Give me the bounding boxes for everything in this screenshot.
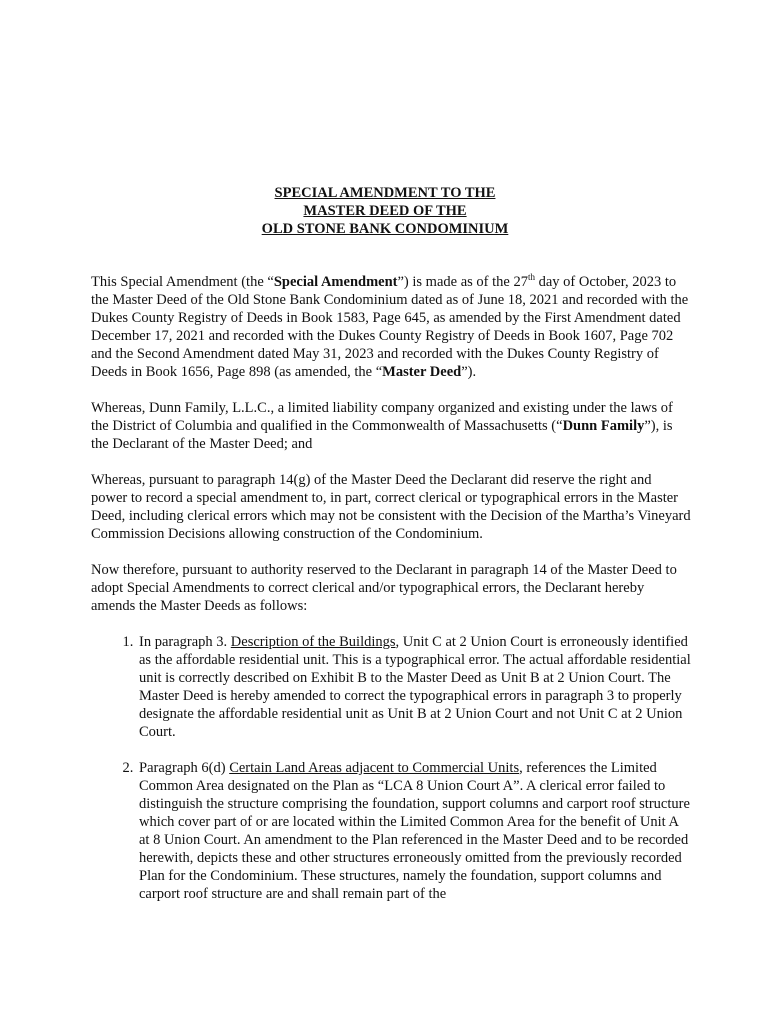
para1-text-f: ”). <box>461 364 477 380</box>
list-item <box>137 633 691 741</box>
paragraph-now-therefore: Now therefore, pursuant to authority reserved to the Declarant in paragraph 14 of the Master Deed to adopt Special Amendments to correct clerical and/or typographical errors, the Declarant hereby amends the Master Deeds as follows: <box>91 562 677 614</box>
item2-heading: Certain Land Areas adjacent to Commercial Units <box>229 760 520 776</box>
term-special-amendment: Special Amendment <box>273 274 398 290</box>
para1-text-a: This Special Amendment (the “ <box>91 274 274 290</box>
item2-text-a: Paragraph 6(d) <box>139 760 230 776</box>
paragraph-special-amendment <box>91 273 691 381</box>
para1-text-d: day of October, 2023 to the Master Deed of the Old Stone Bank Condominium dated as of June 18, 2021 and recorded with the Dukes County Registry of Deeds in Book 1583, Page 645, as amended by the First Amendment dated December 17, 2021 and recorded with the Dukes County Registry of Deeds in Book 1607, Page 702 and the Second Amendment dated May 31, 2023 and recorded with the Dukes County Registry of Deeds in Book 1656, Page 898 (as amended, the “ <box>91 274 689 380</box>
paragraph-whereas-dunn <box>91 399 691 453</box>
para2-text-a: Whereas, Dunn Family, L.L.C., a limited liability company organized and existing under the laws of the District of Columbia and qualified in the Commonwealth of Massachusetts (“ <box>91 400 673 434</box>
title-line-3: OLD STONE BANK CONDOMINIUM <box>261 221 509 237</box>
item1-text-a: In paragraph 3. <box>139 634 231 650</box>
amendment-list <box>91 633 691 903</box>
list-item <box>137 759 691 903</box>
para2-text-c: ”), is the Declarant of the Master Deed; and <box>91 418 673 452</box>
item1-text-b: , Unit C at 2 Union Court is erroneously identified as the affordable residential unit. This is a typographical error. The actual affordable residential unit is correctly described on Exhibit B to the Master Deed as Unit B at 2 Union Court. The Master Deed is hereby amended to correct the typographical errors in paragraph 3 to properly designate the affordable residential unit as Unit B at 2 Union Court and not Unit C at 2 Union Court. <box>139 634 691 740</box>
title-line-1: SPECIAL AMENDMENT TO THE <box>274 185 496 201</box>
item1-heading: Description of the Buildings <box>230 634 396 650</box>
term-master-deed: Master Deed <box>382 364 462 380</box>
item2-text-b: , references the Limited Common Area designated on the Plan as “LCA 8 Union Court A”. A clerical error failed to distinguish the structure comprising the foundation, support columns and carport roof structure which cover part of or are located within the Limited Common Area for the benefit of Unit A at 8 Union Court. An amendment to the Plan referenced in the Master Deed and to be recorded herewith, depicts these and other structures erroneously omitted from the previously recorded Plan for the Condominium. These structures, namely the foundation, support columns and carport roof structure are and shall remain part of the <box>139 760 690 902</box>
para1-text-c: ”) is made as of the 27 <box>397 274 528 290</box>
document-title <box>0 184 770 238</box>
paragraph-whereas-reserve: Whereas, pursuant to paragraph 14(g) of the Master Deed the Declarant did reserve the right and power to record a special amendment to, in part, correct clerical or typographical errors in the Master Deed, including clerical errors which may not be consistent with the Decision of the Martha’s Vineyard Commission Decisions allowing construction of the Condominium. <box>91 472 691 542</box>
ordinal-suffix: th <box>527 272 535 283</box>
title-line-2: MASTER DEED OF THE <box>303 203 467 219</box>
term-dunn-family: Dunn Family <box>562 418 645 434</box>
document-body <box>91 273 691 921</box>
